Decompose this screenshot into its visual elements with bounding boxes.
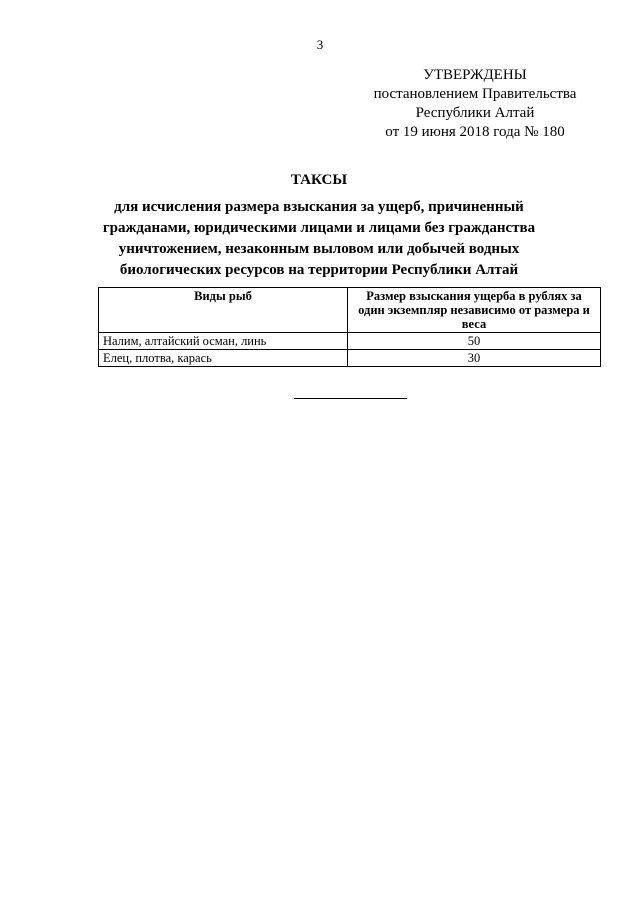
amount-cell: 50 — [348, 333, 601, 350]
document-title-block — [80, 170, 558, 281]
document-subtitle-line: для исчисления размера взыскания за ущерб, причиненный — [114, 199, 524, 215]
end-of-document-rule — [294, 398, 407, 399]
document-subtitle-line: гражданами, юридическими лицами и лицами без гражданства — [102, 220, 536, 236]
column-header-species: Виды рыб — [99, 288, 348, 333]
table-row — [99, 350, 601, 367]
table-header-row — [99, 288, 601, 333]
page-number: 3 — [316, 37, 324, 52]
column-header-amount: Размер взыскания ущерба в рублях за один экземпляр независимо от размера и веса — [348, 288, 601, 333]
approval-line: Республики Алтай — [415, 105, 535, 121]
species-cell: Налим, алтайский осман, линь — [99, 333, 348, 350]
amount-cell: 30 — [348, 350, 601, 367]
table-row — [99, 333, 601, 350]
document-title: ТАКСЫ — [290, 172, 348, 188]
document-subtitle-line: биологических ресурсов на территории Республики Алтай — [119, 262, 519, 278]
approval-line: постановлением Правительства — [373, 86, 577, 102]
approval-stamp — [360, 66, 590, 142]
approval-date: от 19 июня 2018 года № 180 — [385, 124, 565, 140]
rates-table — [98, 287, 601, 367]
species-cell: Елец, плотва, карась — [99, 350, 348, 367]
approval-heading: УТВЕРЖДЕНЫ — [423, 67, 527, 83]
document-subtitle-line: уничтожением, незаконным выловом или добычей водных — [118, 241, 520, 257]
